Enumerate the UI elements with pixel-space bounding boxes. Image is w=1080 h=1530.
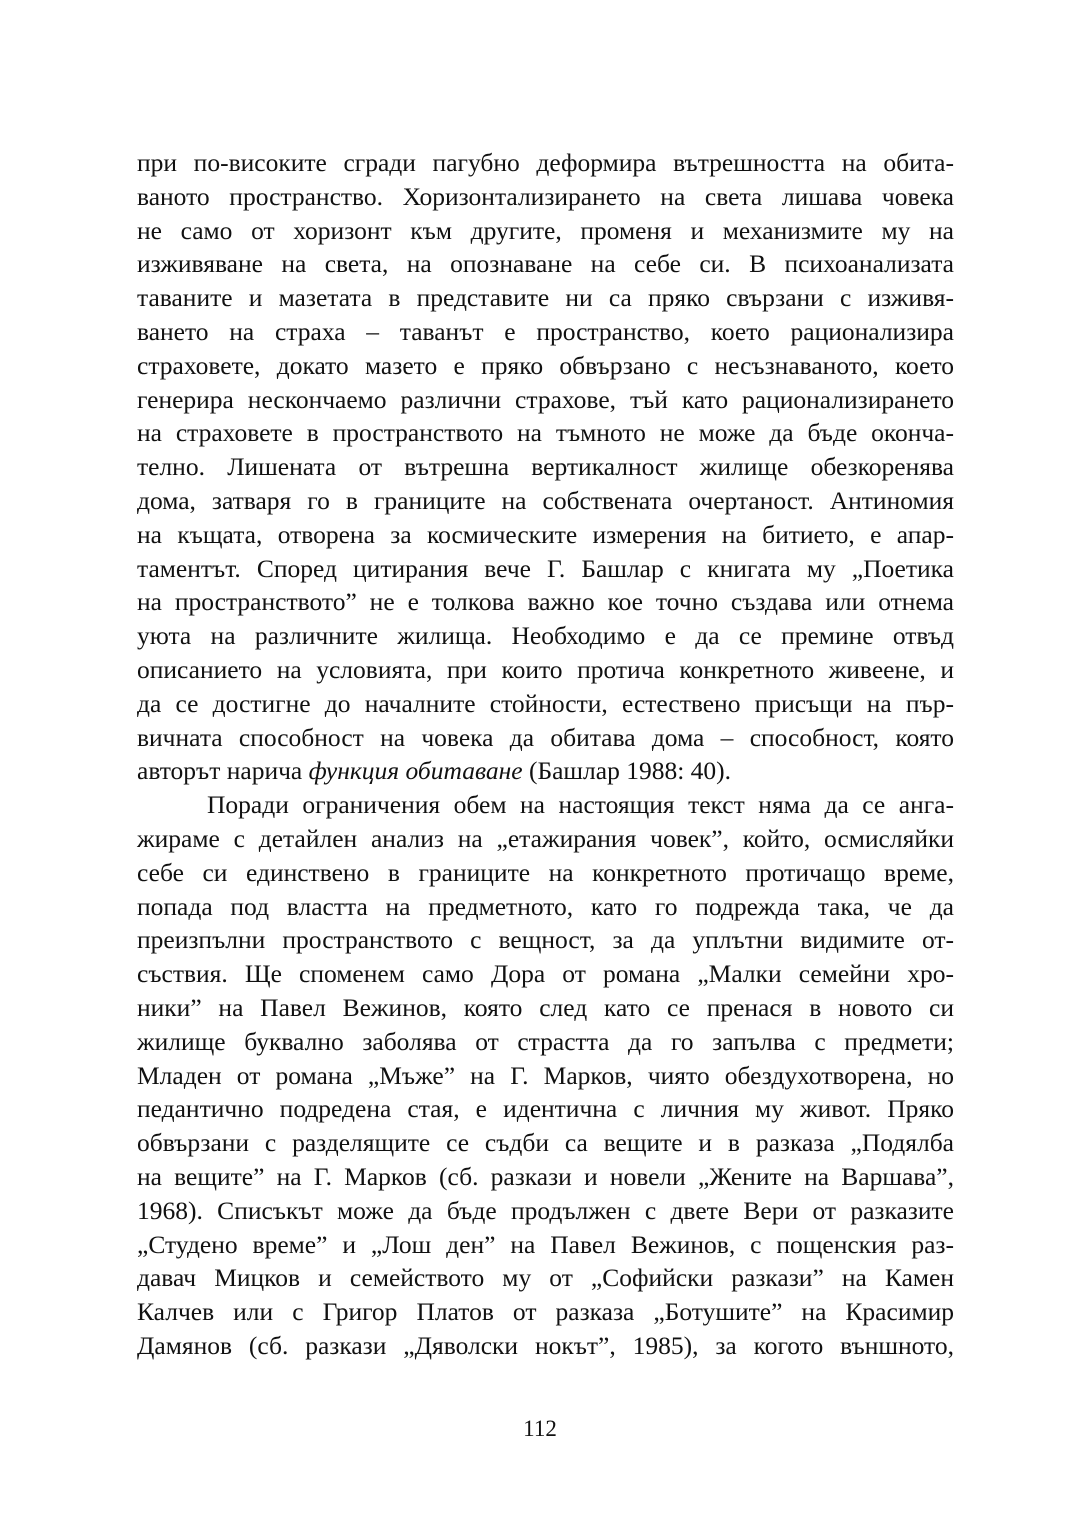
text-line: жираме с детайлен анализ на „етажирания човек”, който, осмисляйки [137, 823, 954, 853]
page-number: 112 [523, 1416, 557, 1441]
text-line: да се достигне до началните стойности, естествено присъщи на пър- [137, 688, 954, 718]
text-line: Дамянов (сб. разкази „Дяволски нокът”, 1985), за когото външното, [137, 1330, 954, 1360]
text-line-indented: Поради ограничения обем на настоящия текст няма да се анга- [207, 790, 954, 820]
text-line: вичната способност на човека да обитава дома – способност, която [137, 722, 954, 752]
text-line: на страховете в пространството на тъмното не може да бъде оконча- [137, 418, 954, 448]
text-line: на вещите” на Г. Марков (сб. разкази и новели „Жените на Варшава”, [137, 1161, 954, 1191]
text-line: Младен от романа „Мъже” на Г. Марков, чиято обездухотворена, но [137, 1060, 954, 1090]
text-line: таментът. Според цитирания вече Г. Башлар с книгата му „Поетика [137, 553, 954, 583]
paragraph-1 [137, 146, 954, 788]
text-line: не само от хоризонт към другите, променя и механизмите му на [137, 215, 954, 245]
text-line: 1968). Списъкът може да бъде продължен с двете Вери от разказите [137, 1195, 954, 1225]
text-line: попада под властта на предметното, като го подрежда така, че да [137, 891, 954, 921]
body-text [137, 146, 954, 1363]
text-line: педантично подредена стая, е идентична с личния му живот. Пряко [137, 1094, 954, 1124]
text-line: страховете, докато мазето е пряко обвързано с несъзнаваното, което [137, 350, 954, 380]
text-line: дома, затваря го в границите на собствената очертаност. Антиномия [137, 485, 954, 515]
text-line: на пространството” не е толкова важно кое точно създава или отнема [137, 587, 954, 617]
text-line: давач Мицков и семейството му от „Софийски разкази” на Камен [137, 1263, 954, 1293]
text-line: генерира нескончаемо различни страхове, тъй като рационализирането [137, 384, 954, 414]
text-segment: (Башлар 1988: 40). [522, 756, 732, 786]
text-segment: авторът нарича [137, 756, 309, 786]
text-line: жилище буквално заболява от страстта да го запълва с предмети; [137, 1026, 954, 1056]
text-line: ването на страха – таванът е пространство, което рационализира [137, 316, 954, 346]
paragraph-2 [137, 788, 954, 1363]
text-line: съствия. Ще споменем само Дора от романа „Малки семейни хро- [137, 959, 954, 989]
text-line: телно. Лишената от вътрешна вертикалност жилище обезкоренява [137, 452, 954, 482]
text-line: изживяване на света, на опознаване на себе си. В психоанализата [137, 249, 954, 279]
text-line-final [137, 754, 954, 788]
text-line: „Студено време” и „Лош ден” на Павел Вежинов, с пощенския раз- [137, 1229, 954, 1259]
text-line: себе си единствено в границите на конкретното протичащо време, [137, 857, 954, 887]
text-line: на къщата, отворена за космическите измерения на битието, е апар- [137, 519, 954, 549]
text-line: Калчев или с Григор Платов от разказа „Ботушите” на Красимир [137, 1297, 954, 1327]
text-line: при по-високите сгради пагубно деформира вътрешността на обита- [137, 148, 954, 177]
text-line: таваните и мазетата в представите ни са пряко свързани с изживя- [137, 283, 954, 313]
text-line: ваното пространство. Хоризонтализирането на света лишава човека [137, 181, 954, 211]
text-line: преизпълни пространството с вещност, за да уплътни видимите от- [137, 925, 954, 955]
italic-term: функция обитаване [308, 756, 523, 786]
text-line: обвързани с разделящите се съдби са вещите и в разказа „Подялба [137, 1128, 954, 1158]
text-line: описанието на условията, при които протича конкретното живеене, и [137, 654, 954, 684]
text-line: ники” на Павел Вежинов, която след като се пренася в новото си [137, 992, 954, 1022]
text-line: уюта на различните жилища. Необходимо е да се премине отвъд [137, 621, 954, 651]
